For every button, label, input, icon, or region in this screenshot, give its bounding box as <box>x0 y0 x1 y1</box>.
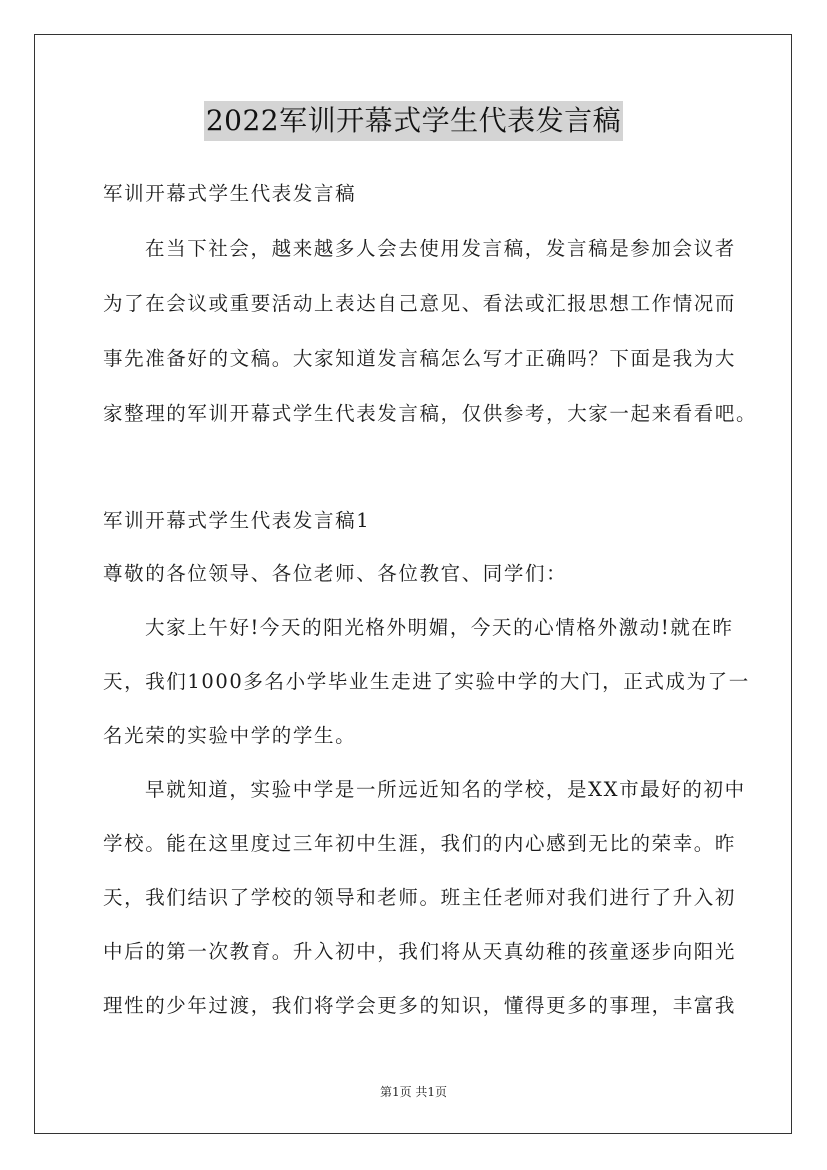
paragraph-line: 中后的第一次教育。升入初中，我们将从天真幼稚的孩童逐步向阳光 <box>103 940 737 963</box>
paragraph-line: 事先准备好的文稿。大家知道发言稿怎么写才正确吗？下面是我为大 <box>103 347 737 370</box>
page-footer: 第1页 共1页 <box>379 1085 448 1099</box>
paragraph-line: 理性的少年过渡，我们将学会更多的知识，懂得更多的事理，丰富我 <box>103 994 737 1017</box>
title-container <box>0 101 827 141</box>
paragraph-line: 天，我们1000多名小学毕业生走进了实验中学的大门，正式成为了一 <box>103 670 750 693</box>
paragraph-line: 早就知道，实验中学是一所远近知名的学校，是XX市最好的初中 <box>145 778 746 801</box>
paragraph-line: 家整理的军训开幕式学生代表发言稿，仅供参考，大家一起来看看吧。 <box>103 402 758 425</box>
salutation: 尊敬的各位领导、各位老师、各位教官、同学们： <box>103 562 568 585</box>
paragraph-line: 大家上午好!今天的阳光格外明媚，今天的心情格外激动!就在昨 <box>145 616 734 639</box>
paragraph-line: 为了在会议或重要活动上表达自己意见、看法或汇报思想工作情况而 <box>103 292 737 315</box>
document-title: 2022军训开幕式学生代表发言稿 <box>204 101 623 141</box>
paragraph-line: 名光荣的实验中学的学生。 <box>103 724 357 747</box>
section-heading: 军训开幕式学生代表发言稿1 <box>103 509 371 532</box>
section-heading: 军训开幕式学生代表发言稿 <box>103 182 357 205</box>
paragraph-line: 在当下社会，越来越多人会去使用发言稿，发言稿是参加会议者 <box>145 237 736 260</box>
paragraph-line: 学校。能在这里度过三年初中生涯，我们的内心感到无比的荣幸。昨 <box>103 832 737 855</box>
paragraph-line: 天，我们结识了学校的领导和老师。班主任老师对我们进行了升入初 <box>103 886 737 909</box>
